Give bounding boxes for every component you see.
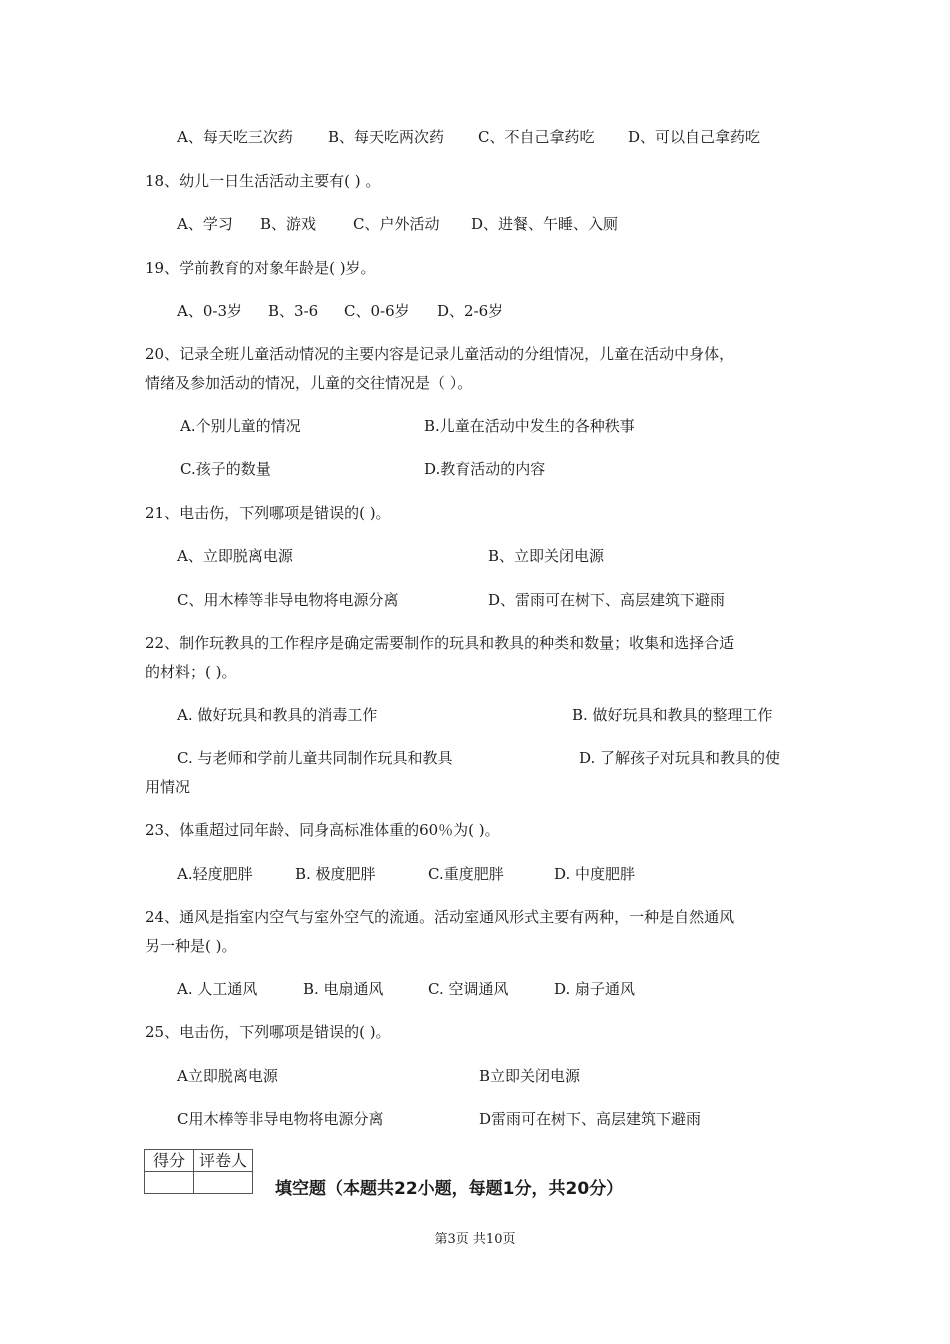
- q23-option-a: A.轻度肥胖: [177, 865, 253, 883]
- q25-option-a: A立即脱离电源: [177, 1067, 278, 1085]
- q21-option-a: A、立即脱离电源: [177, 547, 293, 565]
- question-21-stem: 21、电击伤，下列哪项是错误的( )。: [145, 504, 391, 522]
- question-24-stem-line1: 24、通风是指室内空气与室外空气的流通。活动室通风形式主要有两种，一种是自然通风: [145, 908, 735, 926]
- grader-header: 评卷人: [194, 1150, 253, 1172]
- question-19-stem: 19、学前教育的对象年龄是( )岁。: [145, 259, 376, 277]
- q21-option-b: B、立即关闭电源: [488, 547, 605, 565]
- question-20-stem-line2: 情绪及参加活动的情况，儿童的交往情况是（ ）。: [145, 374, 473, 392]
- q22-option-d-continued: 用情况: [145, 778, 191, 796]
- q24-option-c: C. 空调通风: [428, 980, 509, 998]
- q21-option-d: D、雷雨可在树下、高层建筑下避雨: [488, 591, 726, 609]
- q19-option-a: A、0-3岁: [177, 302, 242, 320]
- score-cell: [145, 1172, 194, 1194]
- q18-option-d: D、进餐、午睡、入厕: [471, 215, 619, 233]
- q22-option-b: B. 做好玩具和教具的整理工作: [572, 706, 773, 724]
- section-title: 填空题（本题共22小题，每题1分，共20分）: [275, 1179, 624, 1199]
- question-20-stem-line1: 20、记录全班儿童活动情况的主要内容是记录儿童活动的分组情况，儿童在活动中身体，: [145, 345, 735, 363]
- score-header: 得分: [145, 1150, 194, 1172]
- question-24-stem-line2: 另一种是( )。: [145, 937, 237, 955]
- score-table: [144, 1149, 253, 1194]
- q25-option-d: D雷雨可在树下、高层建筑下避雨: [479, 1110, 702, 1128]
- q20-option-b: B.儿童在活动中发生的各种秩事: [424, 417, 635, 435]
- q24-option-d: D. 扇子通风: [554, 980, 636, 998]
- question-18-stem: 18、幼儿一日生活活动主要有( ) 。: [145, 172, 381, 190]
- q17-option-a: A、每天吃三次药: [177, 128, 293, 146]
- q22-option-c: C. 与老师和学前儿童共同制作玩具和教具: [177, 749, 453, 767]
- question-22-stem-line2: 的材料；( )。: [145, 663, 237, 681]
- page-footer: 第3页 共10页: [434, 1232, 516, 1247]
- q20-option-a: A.个别儿童的情况: [180, 417, 301, 435]
- q25-option-b: B立即关闭电源: [479, 1067, 581, 1085]
- question-23-stem: 23、体重超过同年龄、同身高标准体重的60％为( )。: [145, 821, 500, 839]
- q20-option-d: D.教育活动的内容: [424, 460, 546, 478]
- q22-option-a: A. 做好玩具和教具的消毒工作: [177, 706, 378, 724]
- question-25-stem: 25、电击伤，下列哪项是错误的( )。: [145, 1023, 391, 1041]
- q17-option-c: C、不自己拿药吃: [478, 128, 595, 146]
- q24-option-a: A. 人工通风: [177, 980, 258, 998]
- grader-cell: [194, 1172, 253, 1194]
- question-22-stem-line1: 22、制作玩教具的工作程序是确定需要制作的玩具和教具的种类和数量；收集和选择合适: [145, 634, 735, 652]
- q18-option-a: A、学习: [177, 215, 233, 233]
- q22-option-d: D. 了解孩子对玩具和教具的使: [579, 749, 781, 767]
- q18-option-c: C、户外活动: [353, 215, 440, 233]
- q18-option-b: B、游戏: [260, 215, 317, 233]
- q20-option-c: C.孩子的数量: [180, 460, 271, 478]
- q19-option-b: B、3-6: [268, 302, 319, 320]
- q25-option-c: C用木棒等非导电物将电源分离: [177, 1110, 384, 1128]
- q21-option-c: C、用木棒等非导电物将电源分离: [177, 591, 399, 609]
- q19-option-d: D、2-6岁: [437, 302, 504, 320]
- q23-option-c: C.重度肥胖: [428, 865, 504, 883]
- q17-option-d: D、可以自己拿药吃: [628, 128, 761, 146]
- q24-option-b: B. 电扇通风: [303, 980, 384, 998]
- q19-option-c: C、0-6岁: [344, 302, 410, 320]
- q23-option-d: D. 中度肥胖: [554, 865, 636, 883]
- q23-option-b: B. 极度肥胖: [295, 865, 376, 883]
- q17-option-b: B、每天吃两次药: [328, 128, 445, 146]
